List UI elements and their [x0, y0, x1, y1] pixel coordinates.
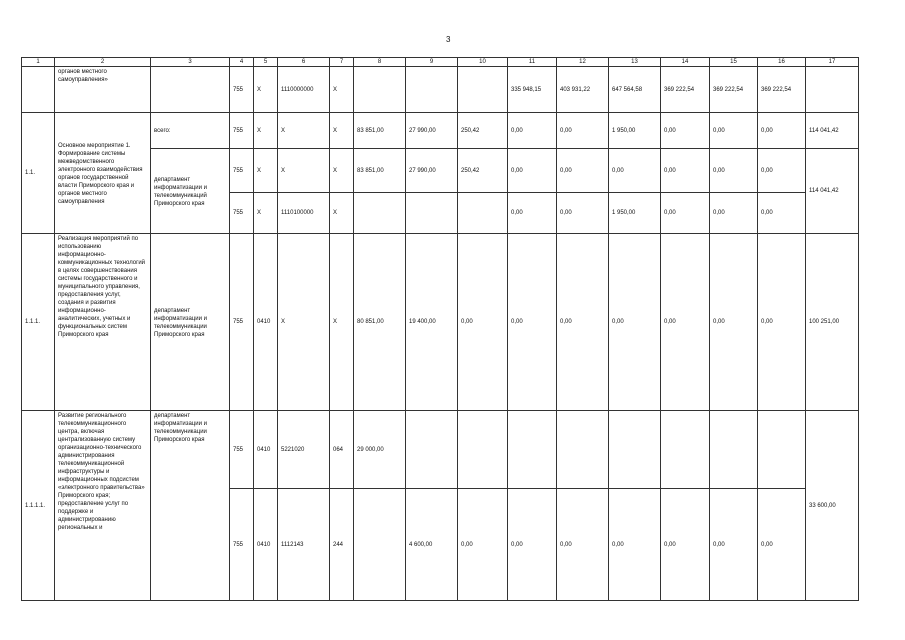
cell-c4: 755 — [230, 234, 254, 411]
cell-c13: 0,00 — [609, 234, 661, 411]
header-cell: 12 — [557, 58, 609, 67]
cell-c12: 403 931,22 — [557, 67, 609, 113]
header-cell: 14 — [661, 58, 710, 67]
cell-c5: Х — [254, 113, 278, 149]
cell-c7: Х — [330, 113, 354, 149]
cell-c13: 1 950,00 — [609, 193, 661, 234]
row-number: 1.1.1. — [22, 234, 55, 411]
cell-c10: 0,00 — [458, 489, 508, 601]
row-number — [22, 67, 55, 113]
row-number: 1.1. — [22, 113, 55, 234]
cell-c14: 0,00 — [661, 234, 710, 411]
cell-c14: 0,00 — [661, 489, 710, 601]
cell-c6: Х — [278, 113, 330, 149]
cell-c10: 0,00 — [458, 234, 508, 411]
budget-table — [21, 57, 859, 601]
cell-c5: Х — [254, 193, 278, 234]
cell-c17: 114 041,42 — [806, 113, 859, 149]
cell-c4: 755 — [230, 113, 254, 149]
cell-c15 — [710, 411, 758, 489]
executor: департамент информатизации и телекоммуникации Приморского края — [151, 411, 230, 601]
cell-c12: 0,00 — [557, 149, 609, 193]
cell-c7: 064 — [330, 411, 354, 489]
header-cell: 2 — [55, 58, 151, 67]
cell-c11: 0,00 — [508, 193, 557, 234]
cell-c4: 755 — [230, 149, 254, 193]
cell-c16: 0,00 — [758, 193, 806, 234]
cell-c11: 0,00 — [508, 234, 557, 411]
event-name: Основное мероприятие 1. Формирование системы межведомственного электронного взаимодействия органов государственной власти Приморского края и органов местного самоуправления — [55, 113, 151, 234]
cell-c8: 80 851,00 — [354, 234, 406, 411]
cell-c11: 0,00 — [508, 149, 557, 193]
cell-c9 — [406, 411, 458, 489]
cell-c14: 0,00 — [661, 149, 710, 193]
header-cell: 13 — [609, 58, 661, 67]
cell-c9: 4 600,00 — [406, 489, 458, 601]
cell-c8: 83 851,00 — [354, 149, 406, 193]
cell-c11: 335 948,15 — [508, 67, 557, 113]
cell-c7: Х — [330, 234, 354, 411]
cell-c7: Х — [330, 193, 354, 234]
cell-c11: 0,00 — [508, 113, 557, 149]
cell-c13: 647 564,58 — [609, 67, 661, 113]
cell-c6: Х — [278, 149, 330, 193]
cell-c15: 0,00 — [710, 193, 758, 234]
event-name: Реализация мероприятий по использованию информационно-коммуникационных технологий в целях совершенствования системы государственного и муниципального управления, предоставления услуг, создания и развития информационно-аналитических, учетных и функциональных систем Приморского края — [55, 234, 151, 411]
cell-c17: 33 600,00 — [806, 411, 859, 601]
table-row — [22, 67, 859, 113]
row-number: 1.1.1.1. — [22, 411, 55, 601]
cell-c16: 0,00 — [758, 149, 806, 193]
cell-c8: 83 851,00 — [354, 113, 406, 149]
header-cell: 7 — [330, 58, 354, 67]
cell-c15: 0,00 — [710, 234, 758, 411]
cell-c13 — [609, 411, 661, 489]
cell-c17: 100 251,00 — [806, 234, 859, 411]
cell-c8 — [354, 489, 406, 601]
header-cell: 11 — [508, 58, 557, 67]
cell-c12: 0,00 — [557, 234, 609, 411]
cell-c9 — [406, 67, 458, 113]
cell-c15: 0,00 — [710, 489, 758, 601]
cell-c14: 369 222,54 — [661, 67, 710, 113]
header-cell: 5 — [254, 58, 278, 67]
cell-c15: 0,00 — [710, 149, 758, 193]
cell-c5: 0410 — [254, 411, 278, 489]
cell-c16: 0,00 — [758, 234, 806, 411]
cell-c16: 0,00 — [758, 113, 806, 149]
cell-c13: 0,00 — [609, 149, 661, 193]
cell-c5: Х — [254, 149, 278, 193]
cell-c4: 755 — [230, 489, 254, 601]
cell-c9: 27 990,00 — [406, 149, 458, 193]
cell-c12: 0,00 — [557, 113, 609, 149]
cell-c15: 369 222,54 — [710, 67, 758, 113]
cell-c15: 0,00 — [710, 113, 758, 149]
cell-c12: 0,00 — [557, 193, 609, 234]
cell-c13: 0,00 — [609, 489, 661, 601]
cell-c5: Х — [254, 67, 278, 113]
executor — [151, 67, 230, 113]
cell-c4: 755 — [230, 67, 254, 113]
header-cell: 9 — [406, 58, 458, 67]
page-number: 3 — [446, 35, 451, 44]
cell-c10: 250,42 — [458, 149, 508, 193]
cell-c12 — [557, 411, 609, 489]
cell-c6: 1112143 — [278, 489, 330, 601]
cell-c12: 0,00 — [557, 489, 609, 601]
cell-c4: 755 — [230, 193, 254, 234]
header-cell: 1 — [22, 58, 55, 67]
cell-c5: 0410 — [254, 234, 278, 411]
cell-c10 — [458, 193, 508, 234]
cell-c14: 0,00 — [661, 113, 710, 149]
cell-c14: 0,00 — [661, 193, 710, 234]
cell-c6: Х — [278, 234, 330, 411]
cell-c17: 114 041,42 — [806, 149, 859, 234]
cell-c6: 1110100000 — [278, 193, 330, 234]
cell-c4: 755 — [230, 411, 254, 489]
cell-c16 — [758, 411, 806, 489]
header-cell: 16 — [758, 58, 806, 67]
cell-c9 — [406, 193, 458, 234]
cell-c14 — [661, 411, 710, 489]
cell-c9: 19 400,00 — [406, 234, 458, 411]
header-cell: 4 — [230, 58, 254, 67]
cell-c6: 1110000000 — [278, 67, 330, 113]
cell-c10: 250,42 — [458, 113, 508, 149]
cell-c10 — [458, 67, 508, 113]
executor: департамент информатизации и телекоммуникаций Приморского края — [151, 149, 230, 234]
cell-c7: Х — [330, 67, 354, 113]
cell-c8 — [354, 67, 406, 113]
event-name: Развитие регионального телекоммуникационного центра, включая централизованную систему организационно-технического администрирования телекоммуникационной инфраструктуры и информационных подсистем «электронного правительства» Приморского края; предоставление услуг по поддержке и администрированию региональных и — [55, 411, 151, 601]
cell-c7: Х — [330, 149, 354, 193]
header-cell: 6 — [278, 58, 330, 67]
cell-c6: 5221020 — [278, 411, 330, 489]
cell-c11: 0,00 — [508, 489, 557, 601]
cell-c10 — [458, 411, 508, 489]
cell-c16: 0,00 — [758, 489, 806, 601]
cell-c5: 0410 — [254, 489, 278, 601]
cell-c16: 369 222,54 — [758, 67, 806, 113]
header-cell: 15 — [710, 58, 758, 67]
event-name: органов местного самоуправления» — [55, 67, 151, 113]
header-row — [22, 58, 859, 67]
cell-c17 — [806, 67, 859, 113]
header-cell: 17 — [806, 58, 859, 67]
cell-c11 — [508, 411, 557, 489]
executor: всего: — [151, 113, 230, 149]
executor: департамент информатизации и телекоммуникации Приморского края — [151, 234, 230, 411]
header-cell: 3 — [151, 58, 230, 67]
cell-c8 — [354, 193, 406, 234]
header-cell: 8 — [354, 58, 406, 67]
cell-c7: 244 — [330, 489, 354, 601]
table-row — [22, 411, 859, 489]
cell-c13: 1 950,00 — [609, 113, 661, 149]
cell-c8: 29 000,00 — [354, 411, 406, 489]
table-row — [22, 113, 859, 149]
cell-c9: 27 990,00 — [406, 113, 458, 149]
header-cell: 10 — [458, 58, 508, 67]
table-row — [22, 234, 859, 411]
